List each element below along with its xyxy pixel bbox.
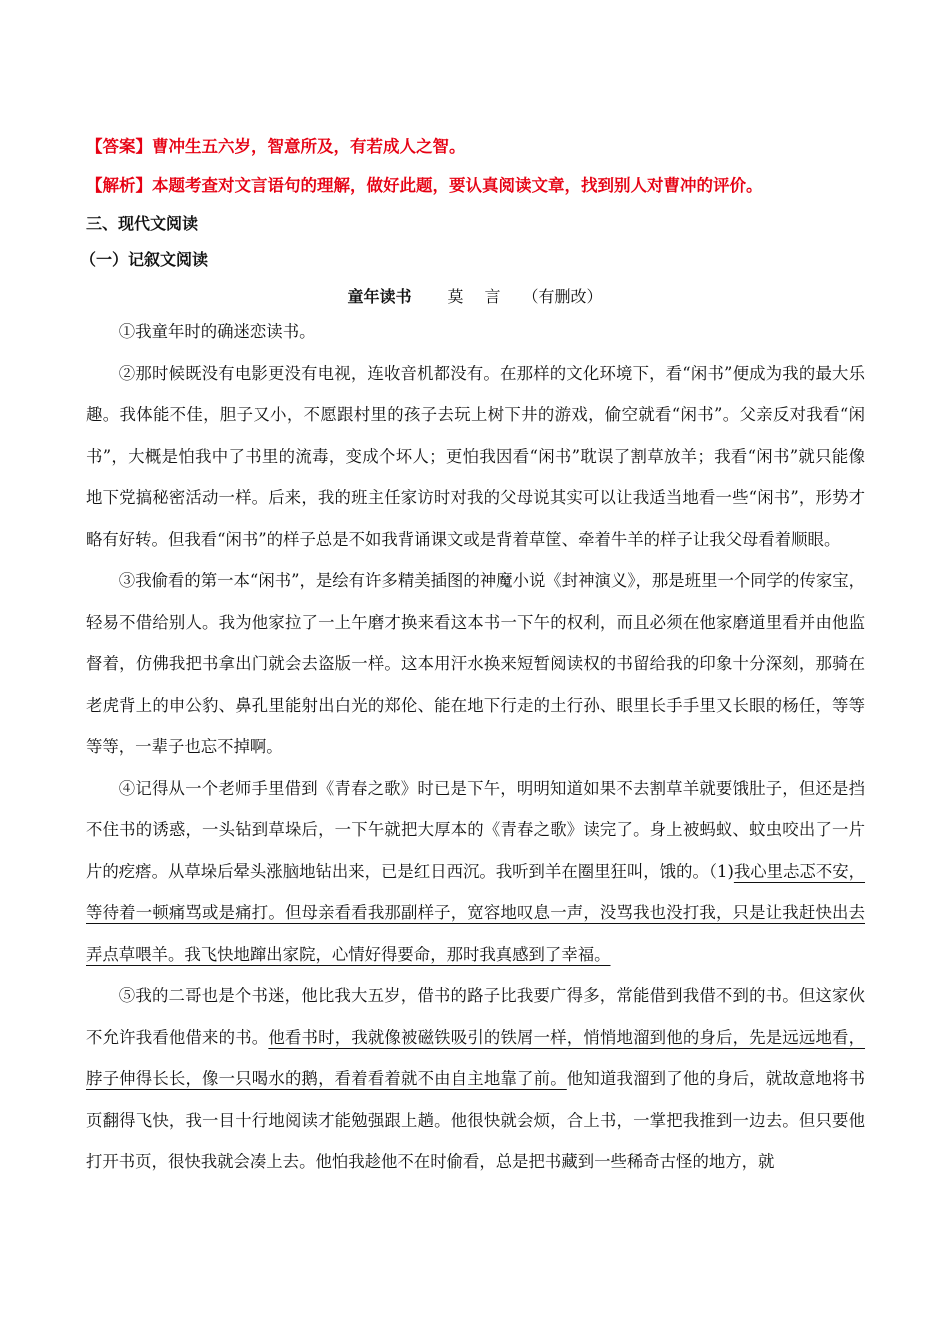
paragraph-5-text-b: 他知道我溜到了他的身后，就故意地将书页翻得飞快，我一目十行地阅读才能勉强跟上趟。他很快就会烦，合上书，一掌把我推到一边去。但只要他打开书页，很快我就会凑上去。他怕我趁他不在时偷看，总是把书藏到一些稀奇古怪的地方，就 bbox=[86, 1069, 866, 1171]
section-heading: 三、现代文阅读 bbox=[86, 214, 199, 233]
article-title-line bbox=[0, 284, 950, 307]
paragraph-3: ③我偷看的第一本“闲书”，是绘有许多精美插图的神魔小说《封神演义》，那是班里一个同学的传家宝，轻易不借给别人。我为他家拉了一上午磨才换来看这本书一下午的权利，而且必须在他家磨道里看并由他监督着，仿佛我把书拿出门就会去盗版一样。这本用汗水换来短暂阅读权的书留给我的印象十分深刻，那骑在老虎背上的申公豹、鼻孔里能射出白光的郑伦、能在地下行走的土行孙、眼里长手手里又长眼的杨任，等等等等，一辈子也忘不掉啊。 bbox=[86, 571, 865, 756]
article-note: （有删改） bbox=[522, 287, 603, 306]
paragraph-4-text: ④记得从一个老师手里借到《青春之歌》时已是下午，明明知道如果不去割草羊就要饿肚子，但还是挡不住书的诱惑，一头钻到草垛后，一下午就把大厚本的《青春之歌》读完了。身上被蚂蚁、蚊虫咬出了一片片的疙瘩。从草垛后晕头涨脑地钻出来，已是红日西沉。我听到羊在圈里狂叫，饿的。（1) bbox=[86, 778, 865, 881]
article-title: 童年读书 bbox=[347, 287, 412, 306]
answer-line: 【答案】曹冲生五六岁，智意所及，有若成人之智。 bbox=[86, 137, 466, 156]
article-author: 莫 言 bbox=[447, 287, 509, 306]
subsection-heading: （一）记叙文阅读 bbox=[80, 250, 209, 269]
paragraph-1: ①我童年时的确迷恋读书。 bbox=[118, 322, 316, 341]
paragraph-2: ②那时候既没有电影更没有电视，连收音机都没有。在那样的文化环境下，看“闲书”便成为我的最大乐趣。我体能不佳，胆子又小，不愿跟村里的孩子去玩上树下井的游戏，偷空就看“闲书”。父亲反对我看“闲书”，大概是怕我中了书里的流毒，变成个坏人；更怕我因看“闲书”耽误了割草放羊；我看“闲书”就只能像地下党搞秘密活动一样。后来，我的班主任家访时对我的父母说其实可以让我适当地看一些“闲书”，形势才略有好转。但我看“闲书”的样子总是不如我背诵课文或是背着草筐、牵着牛羊的样子让我父母看着顺眼。 bbox=[86, 363, 865, 549]
article-body bbox=[86, 311, 865, 1183]
paragraph-5-text-a: ⑤我的二哥也是个书迷，他比我大五岁，借书的路子比我要广得多，常能借到我借不到的书。但这家伙不允许我看他借来的书。 bbox=[86, 986, 865, 1047]
paragraph-4 bbox=[86, 768, 865, 976]
paragraph-4-underlined-text: 我心里忐忑不安，等待着一顿痛骂或是痛打。但母亲看看我那副样子，宽容地叹息一声，没骂我也没打我，只是让我赶快出去弄点草喂羊。我飞快地蹿出家院，心情好得要命，那时我真感到了幸福。 bbox=[86, 861, 866, 964]
paragraph-5 bbox=[86, 975, 865, 1183]
paragraph-5-underlined-text: 他看书时，我就像被磁铁吸引的铁屑一样，悄悄地溜到他的身后，先是远远地看，脖子伸得长长，像一只喝水的鹅，看着看着就不由自主地靠了前。 bbox=[86, 1027, 866, 1088]
analysis-line: 【解析】本题考查对文言语句的理解，做好此题，要认真阅读文章，找到别人对曹冲的评价。 bbox=[86, 176, 763, 195]
